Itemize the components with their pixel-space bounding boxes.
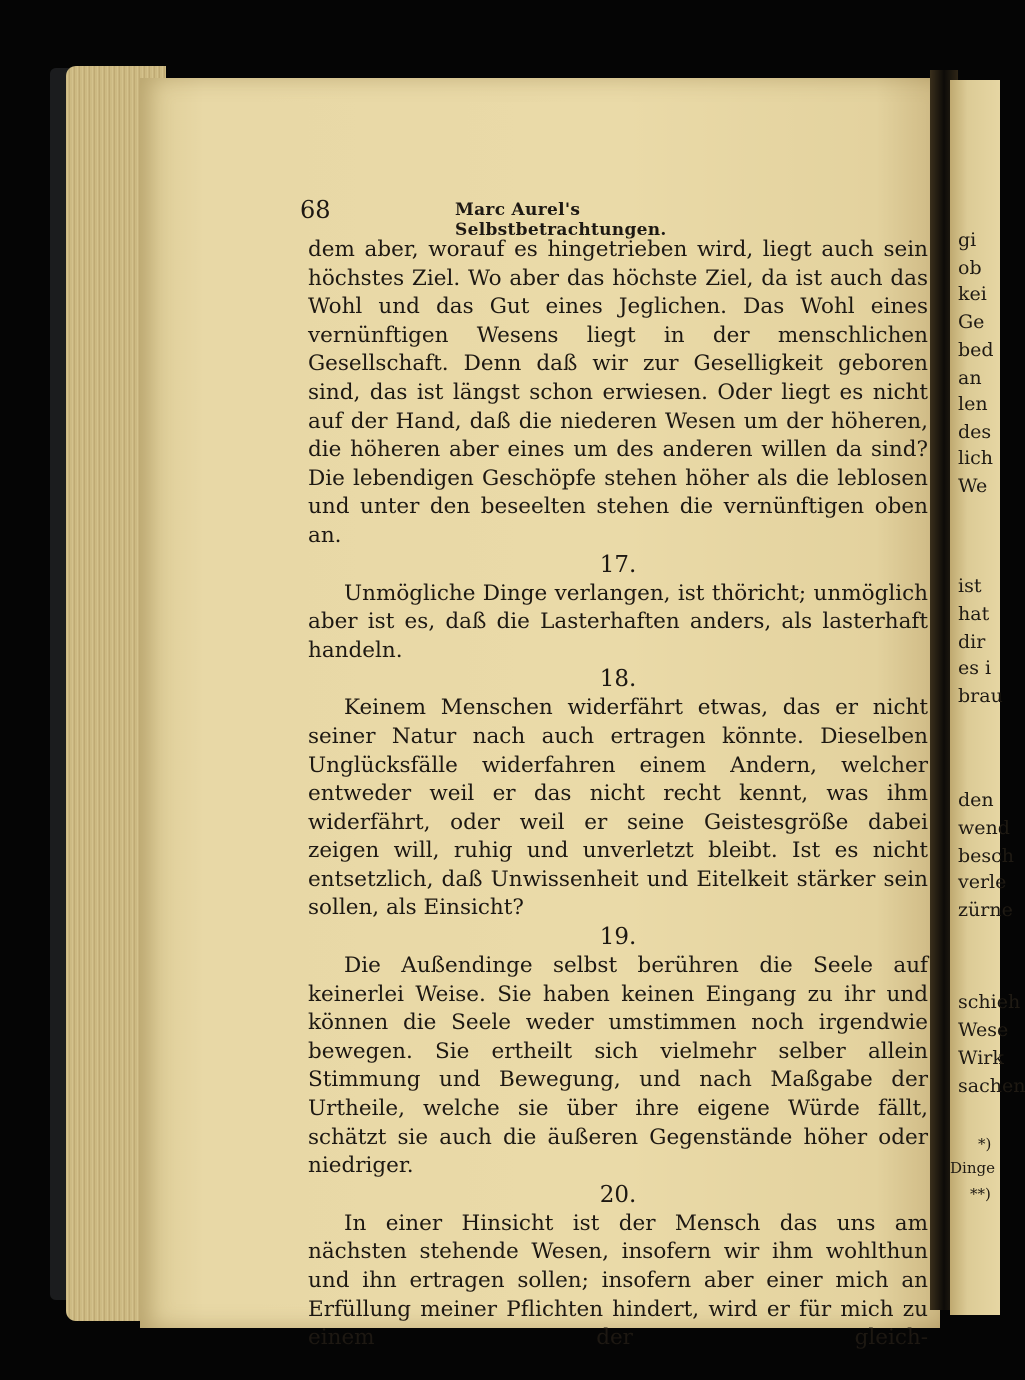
- right-page-fragment: Ge: [958, 311, 985, 333]
- section-number: 17.: [599, 551, 637, 578]
- right-page-fragment: besch: [958, 845, 1015, 867]
- right-page-fragment: hat: [958, 603, 990, 625]
- right-page-fragment: zürne: [958, 899, 1013, 921]
- right-page-fragment: des: [958, 421, 992, 443]
- right-page-fragment: dir: [958, 631, 986, 653]
- right-page-fragment: len: [958, 393, 988, 415]
- right-page-fragment: Wese: [958, 1019, 1009, 1041]
- right-page-fragment: We: [958, 475, 988, 497]
- paragraph: Die Außendinge selbst berühren die Seele auf keinerlei Weise. Sie haben keinen Eingang zu ihr und können die Seele weder umstimmen noch irgendwie bewegen. Sie ertheilt sich vielmehr selber allein Stimmung und Bewegung, und nach Maßgabe der Urtheile, welche sie über ihre eigene Würde fällt, schätzt sie auch die äußeren Gegenstände höher oder niedriger.: [308, 953, 928, 1179]
- right-page-fragment: sachen: [958, 1075, 1025, 1097]
- right-page-fragment: den: [958, 789, 994, 811]
- right-page-fragment: gi: [958, 229, 977, 251]
- right-page-fragment: schieh: [958, 991, 1021, 1013]
- right-page-sliver: [950, 80, 1025, 1315]
- right-page-fragment: kei: [958, 283, 987, 305]
- running-head: Marc Aurel's Selbstbetrachtungen.: [455, 200, 667, 240]
- right-page-fragment: es i: [958, 657, 992, 679]
- paragraph: dem aber, worauf es hingetrieben wird, liegt auch sein höchstes Ziel. Wo aber das höchste Ziel, da ist auch das Wohl und das Gut eines Jeglichen. Das Wohl eines vernünftigen Wesens liegt in der menschlichen Gesellschaft. Denn daß wir zur Geselligkeit geboren sind, das ist längst schon erwiesen. Oder liegt es nicht auf der Hand, daß die niederen Wesen um der höheren, die höheren aber eines um des anderen willen da sind? Die lebendigen Geschöpfe stehen höher als die leblosen und unter den beseelten stehen die vernünftigen oben an.: [308, 237, 928, 548]
- page-header: [300, 196, 780, 240]
- right-page-fragment: brau: [958, 685, 1003, 707]
- paragraph: Keinem Menschen widerfährt etwas, das er nicht seiner Natur nach auch ertragen könnte. Dieselben Unglücksfälle widerfahren einem Andern, welcher entweder weil er das nicht recht kennt, was ihm widerfährt, oder weil er seine Geistesgröße dabei zeigen will, ruhig und unverletzt bleibt. Ist es nicht entsetzlich, daß Unwissenheit und Eitelkeit stärker sein sollen, als Einsicht?: [308, 695, 928, 921]
- section-number: 19.: [599, 924, 637, 951]
- page-body: [308, 236, 928, 1353]
- right-page-footnote-mark: *): [978, 1135, 992, 1153]
- page-number: 68: [300, 196, 331, 224]
- right-page-fragment: Wirk: [958, 1047, 1004, 1069]
- right-page-fragment: an: [958, 367, 982, 389]
- section-number: 20.: [599, 1181, 637, 1208]
- section-number: 18.: [599, 666, 637, 693]
- right-page-fragment: wend: [958, 817, 1010, 839]
- right-page-fragment: verle: [958, 871, 1007, 893]
- paragraph: Unmögliche Dinge verlangen, ist thöricht; unmöglich aber ist es, daß die Lasterhaften anders, als lasterhaft handeln.: [308, 580, 928, 663]
- right-page-footnote-mark: **): [970, 1185, 991, 1203]
- paragraph: In einer Hinsicht ist der Mensch das uns am nächsten stehende Wesen, insofern wir ihm wohlthun und ihn ertragen sollen; insofern aber einer mich an Erfüllung meiner Pflichten hindert, wird er für mich zu einem der gleich-: [308, 1210, 928, 1351]
- right-page-fragment: ob: [958, 257, 982, 279]
- right-page-footnote: Dinge: [950, 1159, 995, 1177]
- right-page-fragment: ist: [958, 575, 982, 597]
- right-page-fragment: bed: [958, 339, 994, 361]
- right-page-fragment: lich: [958, 447, 994, 469]
